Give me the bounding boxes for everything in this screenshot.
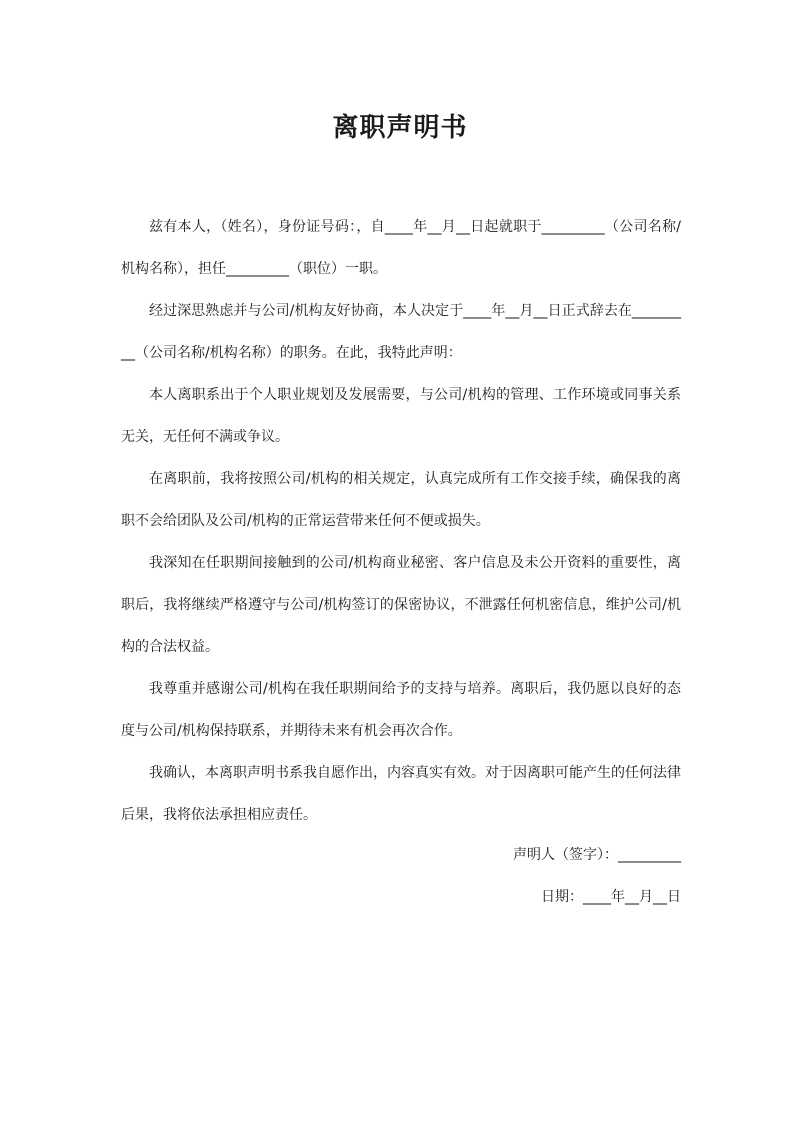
date-line: 日期：____年__月__日: [541, 889, 681, 905]
paragraph-4: 在离职前，我将按照公司/机构的相关规定，认真完成所有工作交接手续，确保我的离职不会给团队及公司/机构的正常运营带来任何不便或损失。: [121, 471, 681, 529]
paragraph-3: 本人离职系出于个人职业规划及发展需要，与公司/机构的管理、工作环境或同事关系无关，无任何不满或争议。: [121, 387, 681, 445]
paragraph-6: 我尊重并感谢公司/机构在我任职期间给予的支持与培养。离职后，我仍愿以良好的态度与公司/机构保持联系，并期待未来有机会再次合作。: [121, 681, 681, 739]
document-title: 离职声明书: [332, 113, 468, 143]
signature-line: 声明人（签字）：_________: [513, 847, 681, 863]
paragraph-2: 经过深思熟虑并与公司/机构友好协商，本人决定于____年__月__日正式辞去在_________（公司名称/机构名称）的职务。在此，我特此声明：: [121, 303, 681, 361]
signature-block: [121, 834, 681, 918]
paragraph-5: 我深知在任职期间接触到的公司/机构商业秘密、客户信息及未公开资料的重要性，离职后，我将继续严格遵守与公司/机构签订的保密协议，不泄露任何机密信息，维护公司/机构的合法权益。: [121, 555, 681, 655]
paragraph-7: 我确认，本离职声明书系我自愿作出，内容真实有效。对于因离职可能产生的任何法律后果，我将依法承担相应责任。: [121, 765, 681, 823]
document-body: [121, 206, 681, 836]
paragraph-1: 兹有本人，（姓名），身份证号码：，自____年__月__日起就职于_________（公司名称/机构名称），担任_________（职位）一职。: [121, 219, 681, 277]
